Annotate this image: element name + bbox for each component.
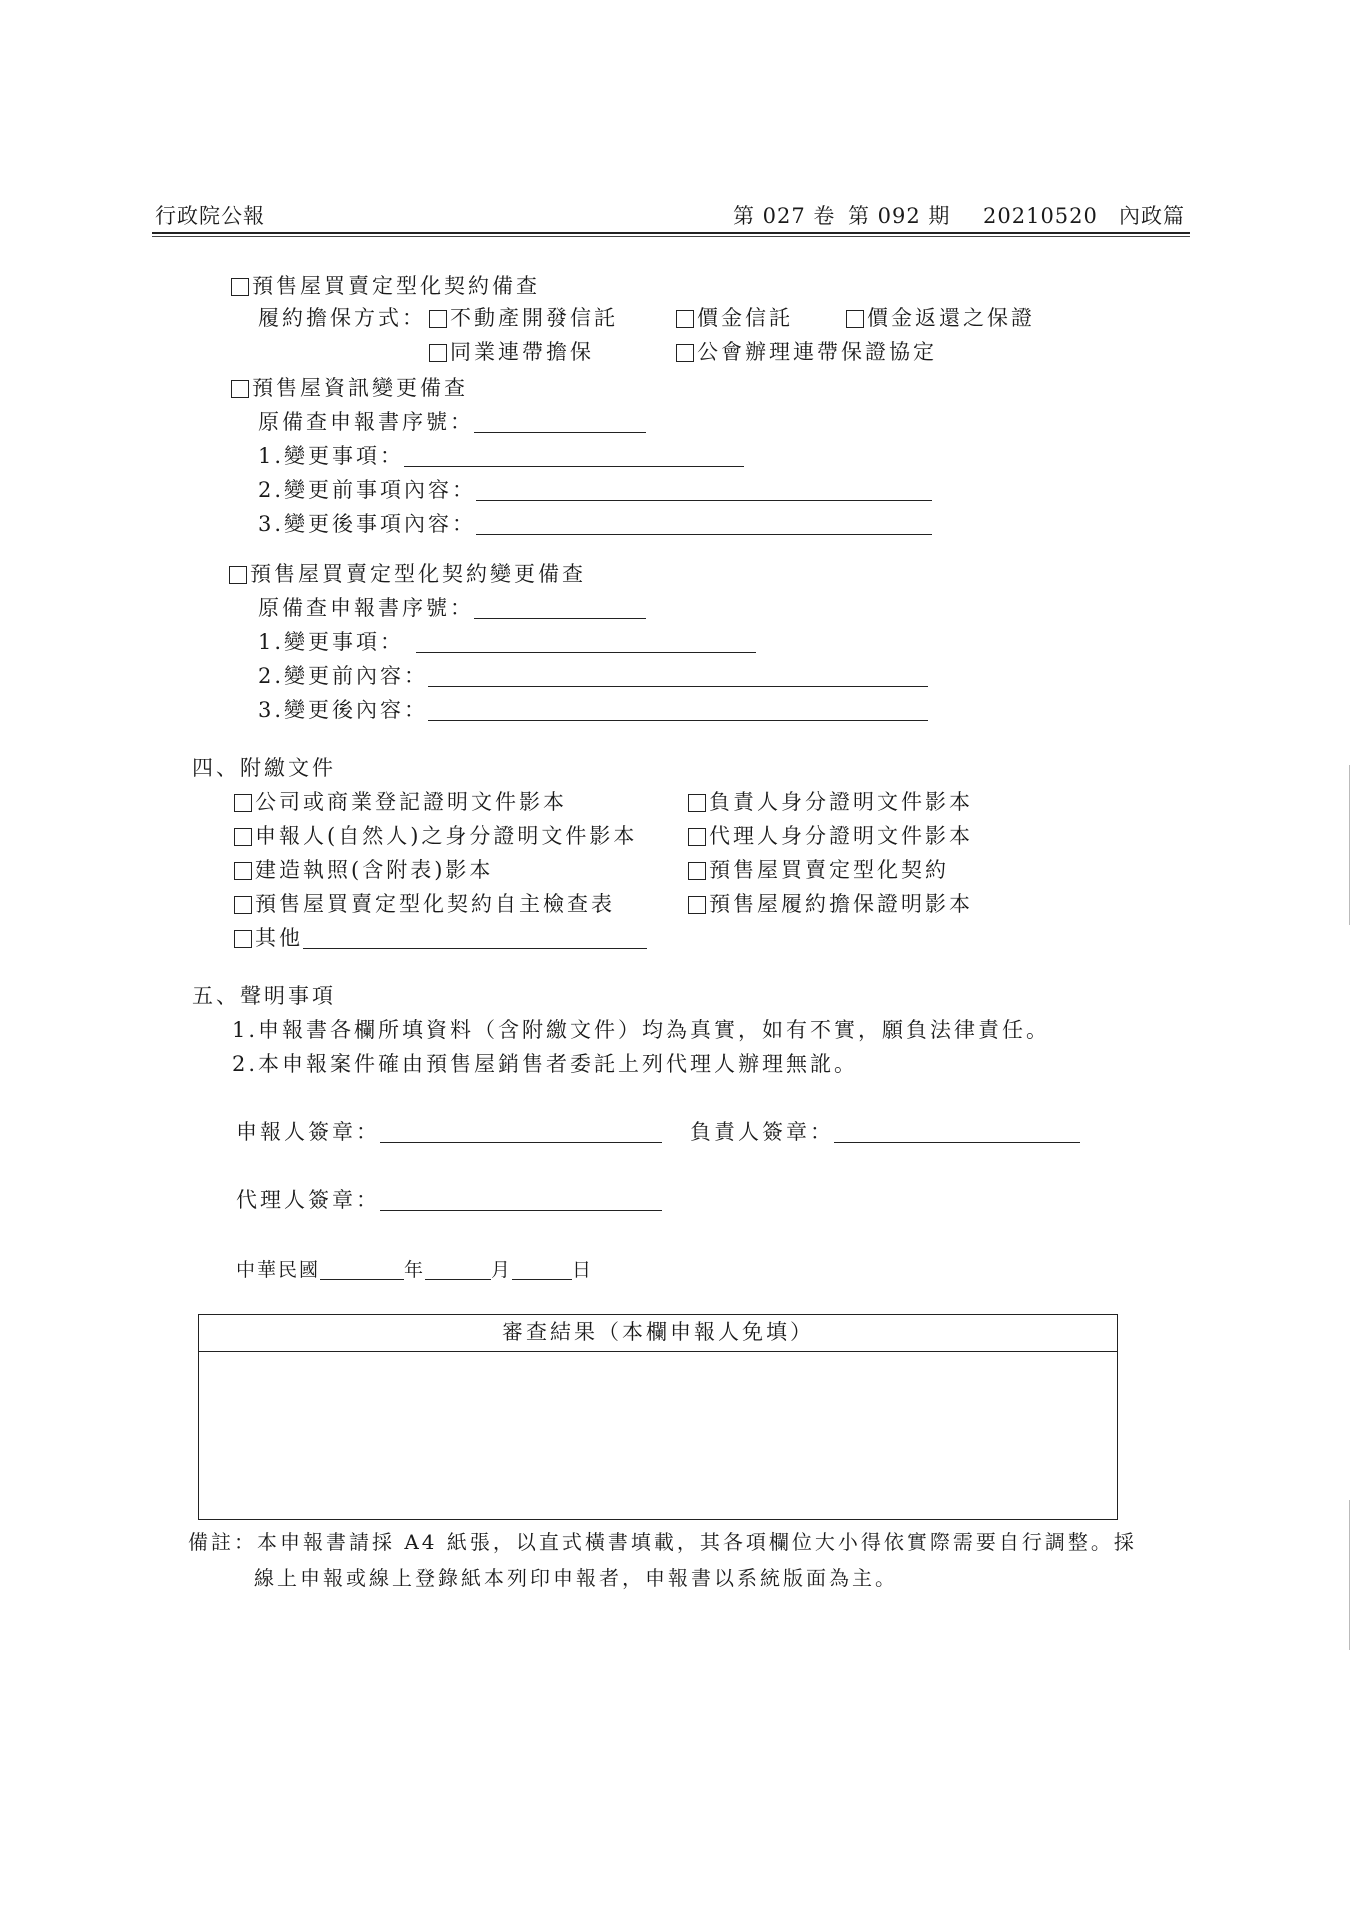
- contract-change-label: 預售屋買賣定型化契約變更備查: [250, 562, 586, 586]
- attachment-label: 建造執照(含附表)影本: [255, 858, 494, 882]
- blank-line[interactable]: [476, 512, 932, 535]
- field-label: 原備查申報書序號：: [258, 410, 474, 434]
- checkbox[interactable]: [229, 566, 247, 584]
- month-label: 月: [491, 1259, 513, 1281]
- attachment-guarantee-proof[interactable]: [688, 890, 973, 918]
- option-label: 價金信託: [697, 306, 793, 330]
- blank-line[interactable]: [834, 1120, 1080, 1143]
- blank-line[interactable]: [380, 1188, 662, 1211]
- option-label: 同業連帶擔保: [450, 340, 594, 364]
- contract-filing-label: 預售屋買賣定型化契約備查: [252, 274, 540, 298]
- issue-date: 20210520: [983, 204, 1098, 228]
- guarantee-label: 履約擔保方式：: [258, 306, 426, 330]
- guarantee-option-association-joint[interactable]: [676, 338, 937, 366]
- guarantee-option-real-estate-trust[interactable]: [429, 304, 618, 332]
- blank-line[interactable]: [380, 1120, 662, 1143]
- contract-change-before-field[interactable]: [258, 662, 928, 690]
- blank-line[interactable]: [428, 698, 928, 721]
- month-blank[interactable]: [425, 1257, 491, 1280]
- declaration-heading: 五、聲明事項: [192, 984, 336, 1008]
- attachment-applicant-id[interactable]: [234, 822, 637, 850]
- checkbox[interactable]: [688, 794, 706, 812]
- field-label: 3.變更後事項內容：: [258, 512, 477, 536]
- checkbox[interactable]: [688, 896, 706, 914]
- contract-change-after-field[interactable]: [258, 696, 928, 724]
- info-change-item-field[interactable]: [258, 442, 744, 470]
- volume-number: 第 027 卷: [733, 204, 836, 228]
- attachment-label: 公司或商業登記證明文件影本: [255, 790, 567, 814]
- checkbox[interactable]: [231, 278, 249, 296]
- year-label: 年: [404, 1259, 426, 1281]
- attachment-label: 申報人(自然人)之身分證明文件影本: [255, 824, 638, 848]
- declaration-line-1: 1.申報書各欄所填資料（含附繳文件）均為真實，如有不實，願負法律責任。: [232, 1018, 1051, 1042]
- field-label: 負責人簽章：: [690, 1120, 834, 1144]
- field-label: 申報人簽章：: [236, 1120, 380, 1144]
- review-result-content-area: [199, 1352, 1117, 1519]
- declaration-line-2: 2.本申報案件確由預售屋銷售者委託上列代理人辦理無訛。: [232, 1052, 859, 1076]
- contract-change-serial-field[interactable]: [258, 594, 646, 622]
- checkbox[interactable]: [234, 862, 252, 880]
- checkbox[interactable]: [429, 310, 447, 328]
- field-label: 代理人簽章：: [236, 1188, 380, 1212]
- blank-line[interactable]: [476, 478, 932, 501]
- checkbox[interactable]: [234, 930, 252, 948]
- field-label: 1.變更事項：: [258, 444, 405, 468]
- option-label: 不動產開發信託: [450, 306, 618, 330]
- blank-line[interactable]: [404, 444, 744, 467]
- attachment-standard-contract[interactable]: [688, 856, 949, 884]
- info-change-serial-field[interactable]: [258, 408, 646, 436]
- checkbox[interactable]: [846, 310, 864, 328]
- option-label: 公會辦理連帶保證協定: [697, 340, 937, 364]
- guarantee-option-price-trust[interactable]: [676, 304, 793, 332]
- checkbox[interactable]: [231, 380, 249, 398]
- field-label: 2.變更前事項內容：: [258, 478, 477, 502]
- attachment-self-checklist[interactable]: [234, 890, 615, 918]
- checkbox[interactable]: [234, 828, 252, 846]
- blank-line[interactable]: [428, 664, 928, 687]
- scan-edge-mark: [1349, 1500, 1350, 1650]
- attachment-label: 預售屋買賣定型化契約自主檢查表: [255, 892, 615, 916]
- checkbox[interactable]: [688, 828, 706, 846]
- day-blank[interactable]: [512, 1257, 572, 1280]
- blank-line[interactable]: [474, 596, 646, 619]
- checkbox[interactable]: [234, 896, 252, 914]
- guarantee-option-peer-joint[interactable]: [429, 338, 594, 366]
- contract-filing-option[interactable]: [231, 272, 540, 300]
- attachment-building-permit[interactable]: [234, 856, 493, 884]
- attachment-label: 預售屋買賣定型化契約: [709, 858, 949, 882]
- attachment-agent-id[interactable]: [688, 822, 973, 850]
- attachment-company-registration[interactable]: [234, 788, 567, 816]
- bulletin-title: 行政院公報: [155, 204, 265, 228]
- date-line: [236, 1256, 593, 1284]
- responsible-signature-field[interactable]: [690, 1118, 1080, 1146]
- field-label: 2.變更前內容：: [258, 664, 429, 688]
- day-label: 日: [572, 1259, 594, 1281]
- info-change-label: 預售屋資訊變更備查: [252, 376, 468, 400]
- contract-change-item-field[interactable]: [258, 628, 756, 656]
- attachments-heading: 四、附繳文件: [192, 756, 336, 780]
- attachment-label: 其他: [255, 926, 303, 950]
- review-result-box: [198, 1314, 1118, 1520]
- attachment-other[interactable]: [234, 924, 647, 952]
- note-line-2: 線上申報或線上登錄紙本列印申報者，申報書以系統版面為主。: [254, 1566, 898, 1590]
- attachment-label: 預售屋履約擔保證明影本: [709, 892, 973, 916]
- review-result-title: 審查結果（本欄申報人免填）: [502, 1320, 814, 1344]
- checkbox[interactable]: [234, 794, 252, 812]
- info-change-option[interactable]: [231, 374, 468, 402]
- attachment-label: 負責人身分證明文件影本: [709, 790, 973, 814]
- attachment-label: 代理人身分證明文件影本: [709, 824, 973, 848]
- info-change-after-field[interactable]: [258, 510, 932, 538]
- blank-line[interactable]: [303, 926, 647, 949]
- checkbox[interactable]: [676, 344, 694, 362]
- issue-number: 第 092 期: [848, 204, 951, 228]
- checkbox[interactable]: [429, 344, 447, 362]
- scan-edge-mark: [1349, 765, 1350, 925]
- checkbox[interactable]: [676, 310, 694, 328]
- field-label: 原備查申報書序號：: [258, 596, 474, 620]
- option-label: 價金返還之保證: [867, 306, 1035, 330]
- applicant-signature-field[interactable]: [236, 1118, 662, 1146]
- date-prefix: 中華民國: [236, 1259, 321, 1281]
- blank-line[interactable]: [416, 630, 756, 653]
- checkbox[interactable]: [688, 862, 706, 880]
- attachment-responsible-id[interactable]: [688, 788, 973, 816]
- info-change-before-field[interactable]: [258, 476, 932, 504]
- header-rule-thin: [152, 236, 1190, 237]
- note-line-1: 備註：本申報書請採 A4 紙張，以直式橫書填載，其各項欄位大小得依實際需要自行調整。採: [188, 1530, 1137, 1554]
- section-name: 內政篇: [1119, 204, 1185, 228]
- header-rule: [152, 232, 1190, 234]
- year-blank[interactable]: [320, 1257, 404, 1280]
- review-result-header: [199, 1315, 1117, 1352]
- contract-change-option[interactable]: [229, 560, 586, 588]
- field-label: 1.變更事項：: [258, 630, 405, 654]
- field-label: 3.變更後內容：: [258, 698, 429, 722]
- agent-signature-field[interactable]: [236, 1186, 662, 1214]
- guarantee-option-refund-guarantee[interactable]: [846, 304, 1035, 332]
- blank-line[interactable]: [474, 410, 646, 433]
